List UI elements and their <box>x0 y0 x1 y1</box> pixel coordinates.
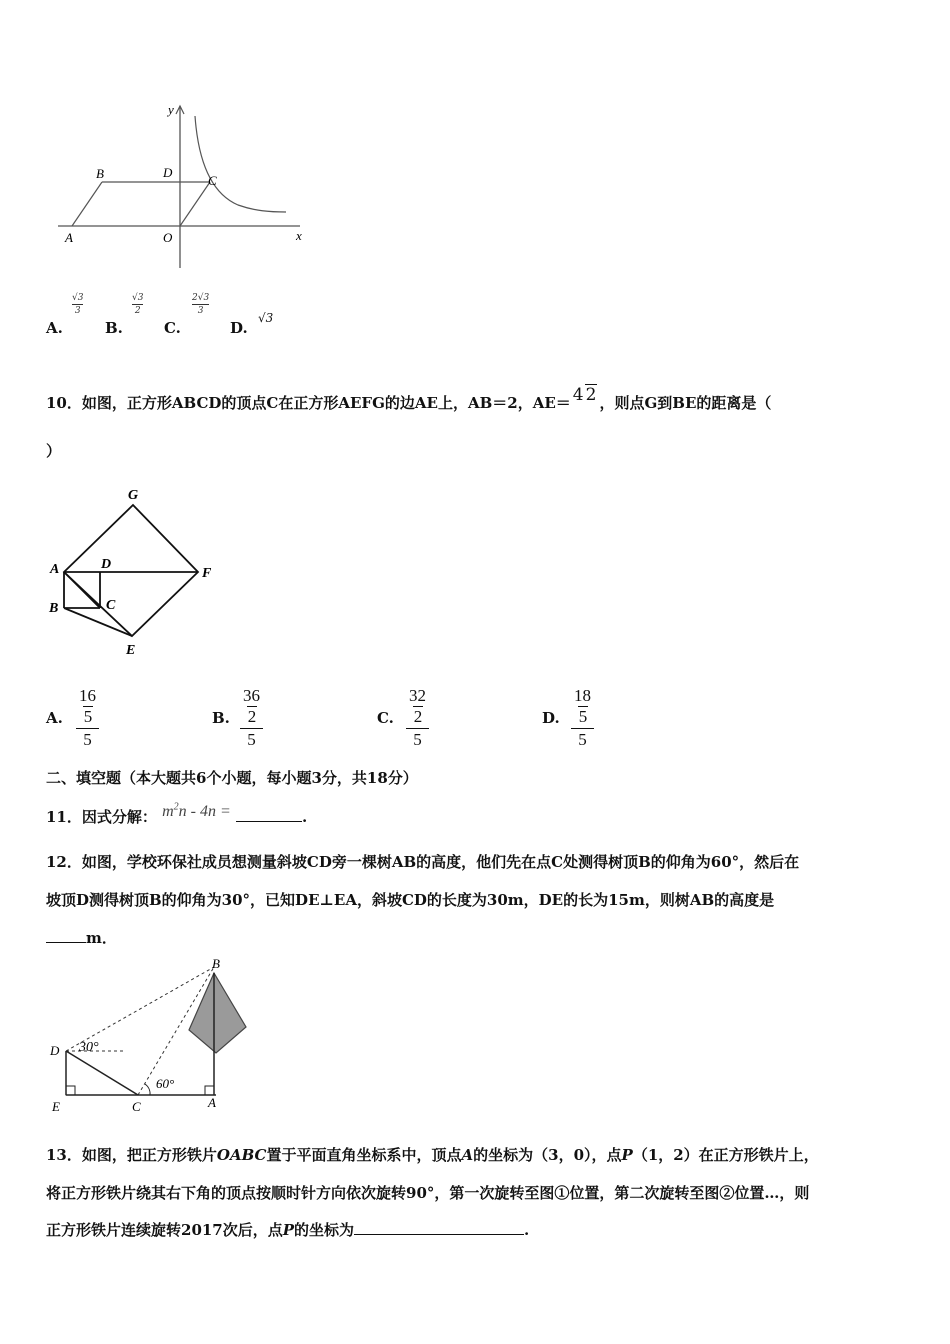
label-y: y <box>168 102 174 117</box>
label-o: O <box>163 230 173 245</box>
choice-letter: C. <box>377 709 394 727</box>
q11-answer-blank[interactable] <box>236 807 302 822</box>
label-d: D <box>163 165 173 180</box>
slope-dc <box>66 1051 138 1095</box>
label-c: C <box>208 173 217 188</box>
choice-letter: D. <box>230 319 248 337</box>
label-g: G <box>128 488 139 503</box>
choice-fraction: √3 3 <box>72 293 84 316</box>
q12-line1: 12．如图，学校环保社成员想测量斜坡CD旁一棵树AB的高度，他们先在点C处测得树顶B的仰角为60°，然后在 <box>46 853 800 871</box>
label-c: C <box>132 1099 141 1114</box>
label-angle-60: 60° <box>156 1076 175 1091</box>
q11-expression: $m^2n - 4n$ = <box>162 801 231 820</box>
label-x: x <box>296 228 302 243</box>
q10-stem: 10．如图，正方形ABCD的顶点C在正方形AEFG的边AE上，AB＝2，AE＝ 4 2 ，则点G到BE的距离是（ <box>46 385 772 412</box>
right-angle-e <box>66 1086 75 1095</box>
label-e: E <box>52 1099 60 1114</box>
choice-fraction: $\frac{165}{5}$ <box>76 686 99 750</box>
q12-answer-blank[interactable] <box>46 928 86 943</box>
q10-figure <box>44 485 224 660</box>
q13-line2: 将正方形铁片绕其右下角的顶点按顺时针方向依次旋转90°，第一次旋转至图①位置，第二次旋转至图②位置…，则 <box>46 1184 810 1202</box>
q12-line2: 坡顶D测得树顶B的仰角为30°，已知DE⊥EA，斜坡CD的长度为30m，DE的长为15m，则树AB的高度是 <box>46 891 775 909</box>
q11-stem: 11．因式分解： $m^2n - 4n$ = . <box>46 801 308 826</box>
line-ac <box>64 572 100 608</box>
q13-line1: 13．如图，把正方形铁片OABC置于平面直角坐标系中，顶点A的坐标为（3，0），点P（1，2）在正方形铁片上， <box>46 1146 819 1164</box>
ae-value: 4 2 <box>572 385 597 405</box>
sight-line-db <box>66 967 214 1051</box>
choice-letter: A. <box>46 709 63 727</box>
q13-line3: 正方形铁片连续旋转2017次后，点P的坐标为 . <box>46 1221 530 1239</box>
label-b: B <box>49 601 59 616</box>
q9-figure <box>50 98 320 273</box>
edge-co <box>180 182 210 226</box>
choice-fraction: $\frac{362}{5}$ <box>240 686 263 750</box>
label-a: A <box>65 230 73 245</box>
right-angle-a <box>205 1086 214 1095</box>
choice-letter: A. <box>46 319 63 337</box>
label-b: B <box>212 956 220 971</box>
line-be <box>64 608 132 636</box>
angle-arc-c <box>145 1084 150 1095</box>
label-c: C <box>106 598 116 613</box>
label-a: A <box>50 562 60 577</box>
label-a: A <box>208 1095 216 1110</box>
q12-figure <box>46 955 251 1117</box>
choice-letter: B. <box>212 709 230 727</box>
label-f: F <box>202 566 212 581</box>
edge-ab <box>72 182 102 226</box>
choice-letter: C. <box>164 319 181 337</box>
hyperbola-curve <box>195 116 286 212</box>
tree-crown <box>189 973 246 1053</box>
label-d: D <box>50 1043 60 1058</box>
section-heading: 二、填空题（本大题共6个小题，每小题3分，共18分） <box>46 769 418 787</box>
label-d: D <box>101 557 112 572</box>
q10-close-paren: ） <box>46 442 62 460</box>
choice-fraction: 2√3 3 <box>192 293 210 316</box>
q12-line3: m． <box>46 927 117 948</box>
choice-fraction: $\frac{185}{5}$ <box>571 686 594 750</box>
choice-value: √3 <box>258 311 274 325</box>
choice-letter: B. <box>105 319 123 337</box>
choice-letter: D. <box>542 709 560 727</box>
label-e: E <box>126 643 136 658</box>
choice-fraction: $\frac{322}{5}$ <box>406 686 429 750</box>
choice-fraction: √3 2 <box>132 293 144 316</box>
label-angle-30: 30° <box>79 1040 99 1055</box>
label-b: B <box>96 166 104 181</box>
q13-answer-blank[interactable] <box>354 1220 524 1235</box>
